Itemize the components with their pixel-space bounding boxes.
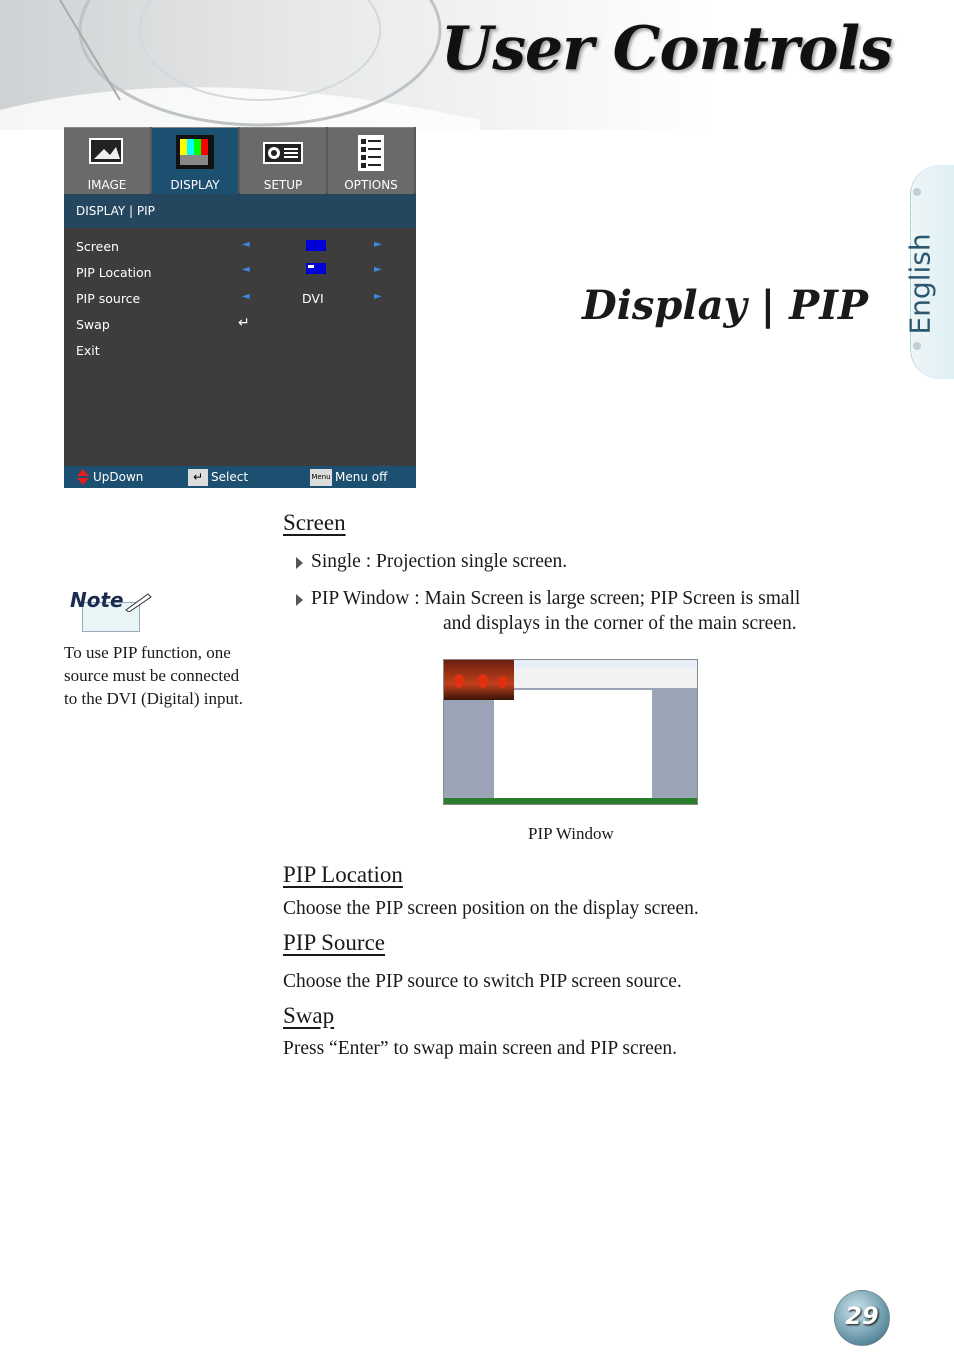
- updown-label: UpDown: [93, 470, 144, 484]
- tab-display[interactable]: [152, 127, 238, 194]
- right-arrow-icon[interactable]: ►: [374, 264, 382, 275]
- osd-item-label: Screen: [76, 239, 119, 254]
- menu-key-icon: Menu: [310, 469, 332, 486]
- pip-source-text: Choose the PIP source to switch PIP screen source.: [283, 971, 682, 992]
- osd-item-pip-location[interactable]: [76, 265, 152, 280]
- note-logo-text: Note: [70, 588, 124, 612]
- options-icon: [350, 133, 392, 173]
- osd-menu: [64, 127, 416, 488]
- right-arrow-icon[interactable]: ►: [374, 291, 382, 302]
- select-label: Select: [211, 470, 249, 484]
- screen-pip-item: [296, 588, 800, 610]
- screen-single-item: [296, 551, 567, 573]
- tab-display-label: DISPLAY: [170, 178, 220, 192]
- taskbar: [444, 798, 698, 804]
- pip-location-icon: [306, 263, 326, 274]
- image-icon: [86, 133, 128, 173]
- osd-item-label: Swap: [76, 317, 110, 332]
- tab-dot: [913, 188, 921, 196]
- bullet-icon: [296, 594, 303, 606]
- swap-heading: Swap: [283, 1003, 335, 1028]
- osd-footer: [64, 466, 416, 488]
- osd-tab-bar: [64, 127, 416, 193]
- left-arrow-icon[interactable]: ◄: [242, 264, 250, 275]
- enter-key-icon: ↵: [188, 469, 208, 486]
- doc-toolbar: [514, 668, 698, 688]
- image-caption: PIP Window: [528, 824, 614, 843]
- enter-icon[interactable]: ↵: [238, 315, 250, 331]
- tab-dot: [913, 342, 921, 350]
- screen-pip-text-cont: and displays in the corner of the main screen.: [443, 613, 797, 634]
- pip-inset: [444, 660, 514, 700]
- screen-single-icon: [306, 240, 326, 251]
- left-arrow-icon[interactable]: ◄: [242, 239, 250, 250]
- menu-off-hint: [310, 466, 387, 488]
- osd-item-pip-source[interactable]: [76, 291, 140, 306]
- bullet-icon: [296, 557, 303, 569]
- osd-breadcrumb: DISPLAY | PIP: [64, 194, 416, 228]
- pip-location-heading: PIP Location: [283, 862, 403, 887]
- menu-off-label: Menu off: [335, 470, 388, 484]
- updown-icon: [76, 468, 90, 486]
- osd-item-exit[interactable]: [76, 343, 100, 358]
- swap-text: Press “Enter” to swap main screen and PIP screen.: [283, 1038, 678, 1059]
- doc-page: [494, 690, 652, 798]
- screen-pip-text: PIP Window : Main Screen is large screen; PIP Screen is small: [311, 588, 801, 609]
- screen-heading: Screen: [283, 510, 346, 535]
- tab-image-label: IMAGE: [87, 178, 127, 192]
- select-hint: [188, 466, 248, 488]
- tab-image[interactable]: [64, 127, 150, 194]
- tab-setup-label: SETUP: [263, 178, 303, 192]
- osd-item-screen[interactable]: [76, 239, 119, 254]
- right-arrow-icon[interactable]: ►: [374, 239, 382, 250]
- page-number: 29: [845, 1302, 879, 1330]
- tab-setup[interactable]: [240, 127, 326, 194]
- section-title: Display | PIP: [582, 282, 868, 329]
- note-text: To use PIP function, one source must be connected to the DVI (Digital) input.: [64, 643, 243, 708]
- page-title: User Controls: [440, 14, 892, 84]
- left-arrow-icon[interactable]: ◄: [242, 291, 250, 302]
- page-number-badge: [834, 1290, 890, 1346]
- pip-location-text: Choose the PIP screen position on the display screen.: [283, 898, 699, 919]
- tab-options-label: OPTIONS: [344, 178, 398, 192]
- tab-options[interactable]: [328, 127, 414, 194]
- pip-window-image: [443, 659, 698, 805]
- updown-hint: [76, 466, 143, 488]
- osd-item-label: Exit: [76, 343, 100, 358]
- osd-item-label: PIP Location: [76, 265, 152, 280]
- pencil-icon: [124, 592, 152, 612]
- language-label: English: [903, 233, 937, 335]
- osd-item-swap[interactable]: [76, 317, 110, 332]
- osd-item-label: PIP source: [76, 291, 141, 306]
- pip-source-heading: PIP Source: [283, 930, 386, 955]
- pip-source-value: DVI: [302, 291, 324, 306]
- screen-single-text: Single : Projection single screen.: [311, 551, 568, 572]
- display-icon: [174, 133, 216, 173]
- projector-icon: [262, 133, 304, 173]
- note-logo: [68, 588, 152, 634]
